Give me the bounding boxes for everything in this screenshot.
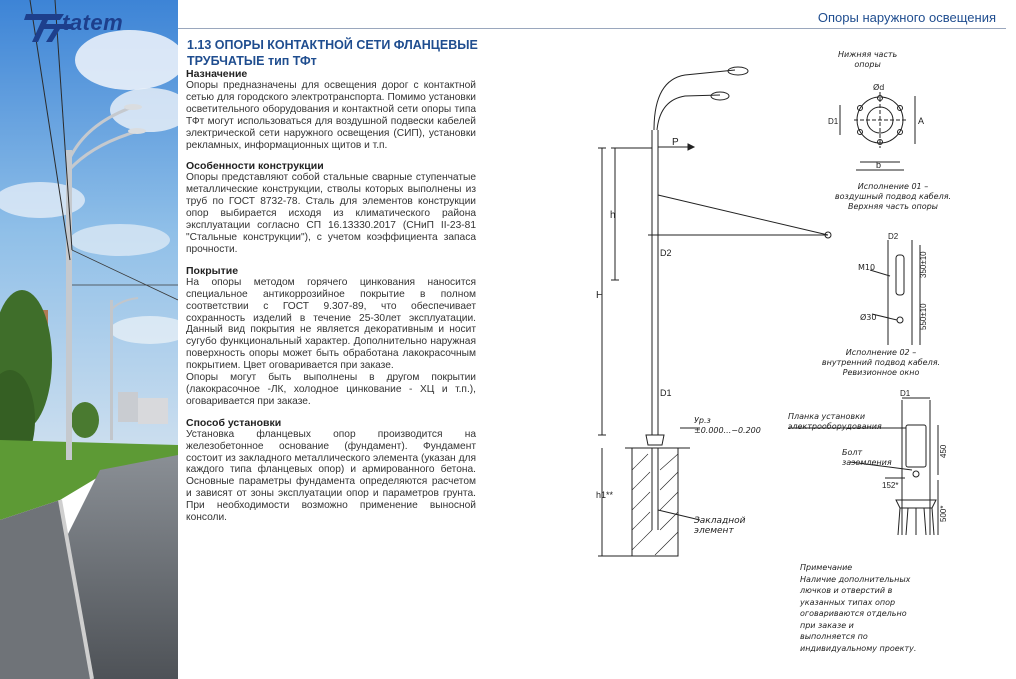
note-text: Примечание Наличие дополнительных лючков и отверстий в указанных типах опор оговариваются отдельно при заказе и выполняется по индивидуальному проекту. — [800, 563, 917, 653]
label-H: H — [596, 290, 604, 301]
label-152: 152* — [882, 481, 899, 490]
label-D2: D2 — [660, 248, 672, 258]
label-D1-detail: D1 — [900, 389, 911, 398]
label-d: Ød — [873, 83, 885, 92]
paragraph: Опоры предназначены для освещения дорог с контактной сетью для городского электротранспорта. Помимо установки осветительного оборудования и контактной сети опоры типа ТФт могут использоваться для воздушной подвески кабелей электрической сети наружного освещения (СИП), установки рекламных, информационных щитов и т.п. — [186, 80, 476, 151]
bolt-label: Болт заземления — [842, 448, 892, 467]
page-heading: 1.13 ОПОРЫ КОНТАКТНОЙ СЕТИ ФЛАНЦЕВЫЕ ТРУБЧАТЫЕ тип ТФт — [187, 38, 478, 68]
paragraph: На опоры методом горячего цинкования наносится специальное антикоррозийное покрытие в полном соответствии с ГОСТ 9.307-89, что обеспечивает сохранность изделий в течение 25-30лет эксплуатации. Данный вид покрытия не является декоративным и носит сугубо функциональный характер. Дополнительно наружная поверхность опоры может быть обработана лакокрасочным покрытием. Цвет оговаривается при заказе. — [186, 276, 476, 372]
label-D1-plan: D1 — [828, 117, 839, 126]
section-heading-design: Особенности конструкции — [186, 160, 324, 173]
section-heading-installation: Способ установки — [186, 416, 282, 429]
label-550: 550±10 — [919, 303, 928, 330]
paragraph: Установка фланцевых опор производится на железобетонное основание (фундамент). Фундамент состоит из закладного металлического элемента (указан для каждого типа фланцевых опор) и армированного бетона. Основные параметры фундамента определяются расчетом и зависят от зоны эксплуатации опор и параметров грунта. При необходимости возможно применение выносной консоли. — [186, 428, 476, 524]
company-logo: tatem — [62, 10, 124, 35]
label-h1: h1** — [596, 490, 614, 500]
body-text — [186, 68, 476, 524]
execution-02-label: Исполнение 02 – внутренний подвод кабеля. Ревизионное окно — [821, 348, 941, 377]
execution-01-label: Исполнение 01 – воздушный подвод кабеля. Верхняя часть опоры — [834, 182, 952, 211]
label-A: A — [918, 116, 925, 126]
section-title: Опоры наружного освещения — [817, 10, 996, 25]
street-light-photo — [0, 0, 178, 679]
header-rule — [178, 28, 1006, 29]
section-heading-purpose: Назначение — [186, 68, 248, 80]
label-450: 450 — [939, 444, 948, 458]
label-500: 500* — [939, 505, 948, 522]
embedded-element-label: Закладной элемент — [694, 516, 746, 536]
label-P: P — [672, 137, 679, 148]
label-h: h — [610, 210, 616, 221]
label-M10: M10 — [858, 263, 876, 272]
paragraph: Опоры могут быть выполнены в другом покрытии (лакокрасочное -ЛК, холодное цинкование - ХЦ и т.п.), оговаривается при заказе. — [186, 372, 476, 407]
section-heading-coating: Покрытие — [186, 264, 239, 277]
bottom-part-label: Нижняя часть опоры — [838, 50, 898, 69]
ground-level-label: Ур.з ±0.000...−0.200 — [694, 416, 761, 435]
label-30: Ø30 — [860, 313, 877, 322]
label-D2-detail: D2 — [888, 232, 899, 241]
label-D1: D1 — [660, 388, 672, 398]
plank-label: Планка установки электрооборудования — [788, 412, 882, 431]
paragraph: Опоры представляют собой стальные сварные ступенчатые металлические конструкции, стволы которых выполнены из труб по ГОСТ 8732-78. Сталь для элементов конструкции опор выбирается исходя из климатического района эксплуатации согласно СП 16.13330.2017 (СНиП II-23-81 "Стальные конструкции"), с учетом коэффициента запаса прочности. — [186, 172, 476, 255]
label-350: 350±10 — [919, 251, 928, 278]
label-b: b — [876, 160, 882, 170]
